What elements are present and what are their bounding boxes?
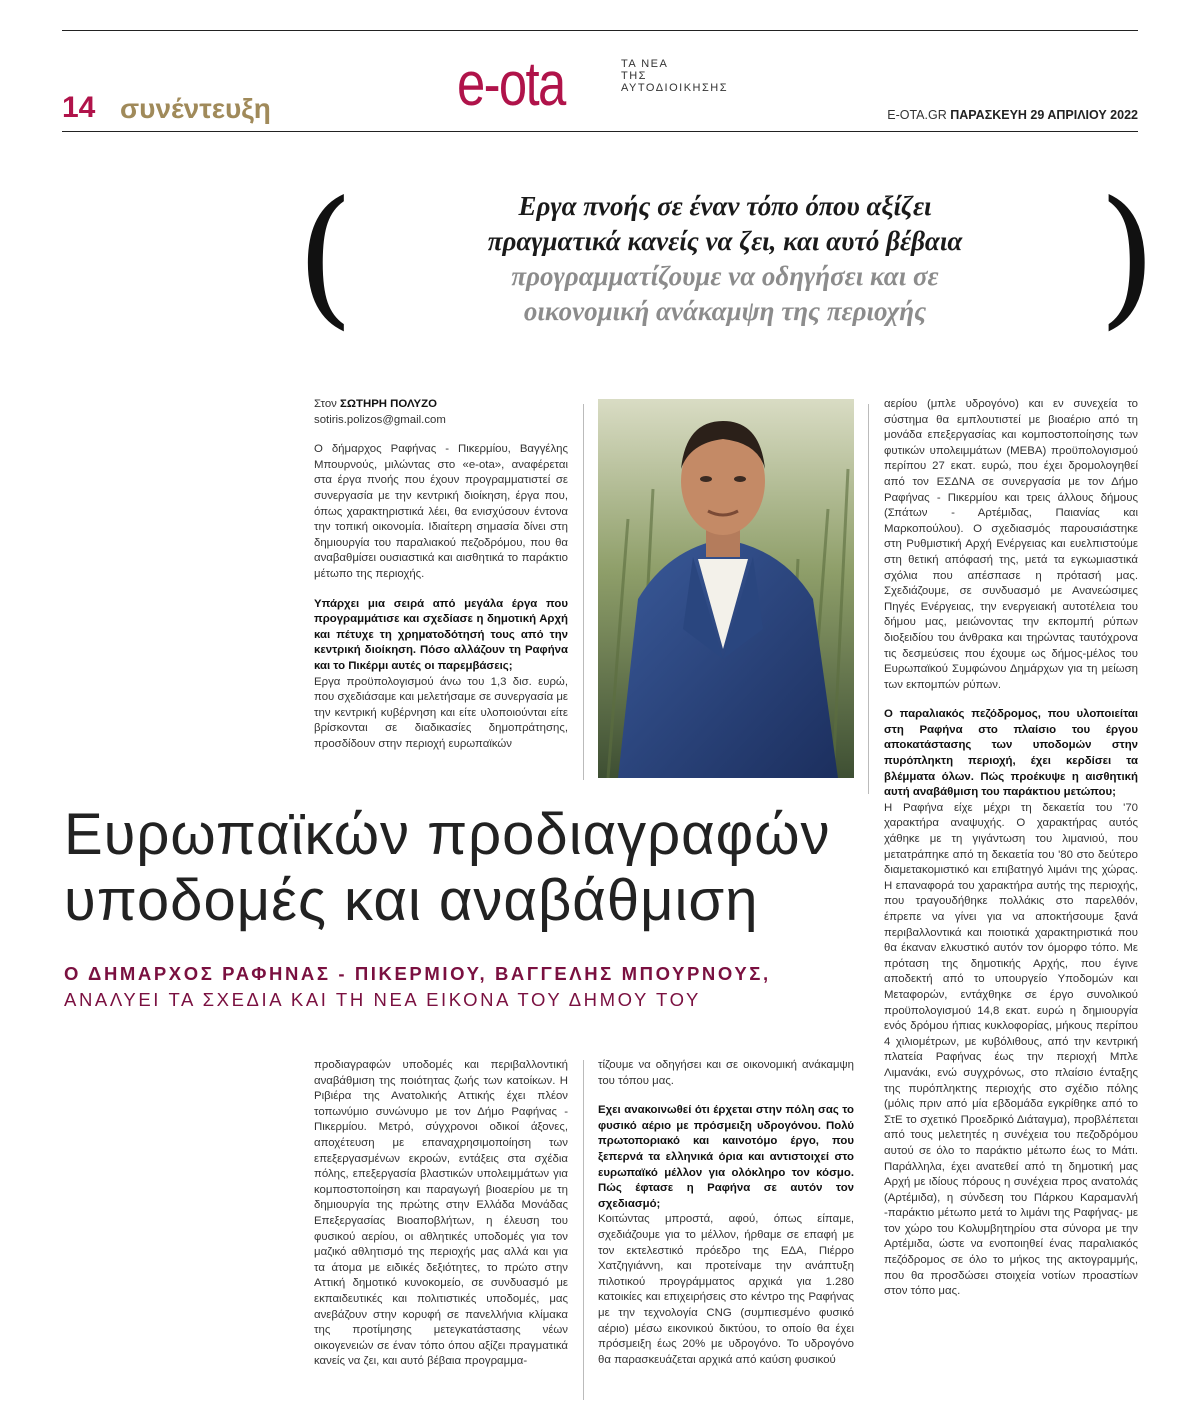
column-1-top	[314, 397, 568, 766]
column-divider-2	[583, 1060, 584, 1400]
mayor-portrait-photo	[598, 399, 854, 778]
column-2-bottom	[598, 1058, 854, 1382]
column-divider-1	[583, 404, 584, 780]
publication-logo	[457, 52, 757, 122]
article-subheadline	[64, 961, 864, 1013]
article-body-col1: προδιαγραφών υποδομές και περιβαλλοντική αναβάθμιση της ποιότητας ζωής των κατοίκων. Η Ριβιέρα της Ανατολικής Αττικής έχει πλέον τοπωνύμιο συνώνυμο με τον Δήμο Ραφήνας - Πικερμίου. Μετρό, σύγχρονοι οδικοί άξονες, αποχέτευση με επαναχρησιμοποίηση των επεξεργασμένων εκροών, εντάξεις στα σχέδια πόλης, επεξεργασία βλαστικών υπολειμμάτων για κομποστοποίηση και παραγωγή βιοαερίου με τη δημιουργία της πρώτης στην Ελλάδα Μονάδας Επεξεργασίας Βιοαποβλήτων, η έλευση του φυσικού αερίου, οι αθλητικές υποδομές για τον μαζικό αθλητισμό της περιοχής μας αλλά και για τα άτομα με ειδικές δεξιότητες, το πρώτο στην Αττική δημοτικό κυνοκομείο, σε συνδυασμό με εκπαιδευτικές και πολιτιστικές υποδομές, μας ανεβάζουν στην κορυφή σε πανελλήνια κλίμακα της προτίμησης μετεγκατάστασης νέων οικογενειών σε έναν τόπο όπου αξίζει πραγματικά κανείς να ζει, και αυτό βέβαια προγραμμα-	[314, 1059, 568, 1368]
column-divider-3	[868, 404, 869, 794]
subheadline-line-1: Ο ΔΗΜΑΡΧΟΣ ΡΑΦΗΝΑΣ - ΠΙΚΕΡΜΙΟΥ, ΒΑΓΓΕΛΗΣ ΜΠΟΥΡΝΟΥΣ,	[64, 963, 771, 984]
interview-answer-3: Η Ραφήνα είχε μέχρι τη δεκαετία του '70 χαρακτήρα αναψυχής. Ο χαρακτήρας αυτός χάθηκε με τη γιγάντωση του λιμανιού, που μετατράπηκε από τη δεκαετία του '80 στο δεύτερο διαμετακομιστικό και επιβατηγό λιμάνι της χώρας. Η επαναφορά του χαρακτήρα αυτής της περιοχής, που τραγουδήθηκε πολλάκις στο παρελθόν, έπρεπε να γίνει για να αποκτήσουμε ξανά περιβαλλοντικά και ποιοτικά χαρακτηριστικά που θα έκαναν ελκυστικό αυτόν τον όμορφο τόπο. Με πρόταση της δημοτικής Αρχής, που έγινε αποδεκτή από το υπουργείο Υποδομών και Μεταφορών, εντάχθηκε σε έργο συνολικού προϋπολογισμού 14,8 εκατ. ευρώ η δημιουργία ενός δρόμου ήπιας κυκλοφορίας, μήκους περίπου 4 χιλιομέτρων, με κυβόλιθους, από την κεντρική πλατεία Ραφήνας έως την περιοχή Μπλε Λιμανάκι, ενώ συγχρόνως, στο πλαίσιο ένταξης της πυρόπληκτης περιοχής στο σχέδιο πόλης (μόλις πριν από μία εβδομάδα εγκρίθηκε από το ΣτΕ το σχετικό Προεδρικό Διάταγμα), προβλέπεται από τους μελετητές η συνέχεια του πεζοδρόμου αυτού σε όλο το παράκτιο μέτωπο έως το Μάτι. Παράλληλα, έχει ανατεθεί από τη δημοτική μας Αρχή με ιδίους πόρους η συνέχεια προς ανατολάς (Αρτέμιδα), η σύνδεση του Πάρκου Καραμανλή -παράκτιο μέτωπο μετά το λιμάνι της Ραφήνας- με τον χώρο του Κολυμβητηρίου στα σύνορα με την Αρτέμιδα, ώστε να ενοποιηθεί ένας παραλιακός πεζόδρομος σε όλο το μήκος της ακτογραμμής, που θα προσδώσει στοιχεία νοτίων προαστίων στον τόπο μας.	[884, 801, 1138, 1298]
right-bracket: )	[1098, 170, 1157, 344]
headline-line-2: υποδομές και αναβάθμιση	[64, 868, 759, 933]
interview-question-2: Εχει ανακοινωθεί ότι έρχεται στην πόλη σας το φυσικό αέριο με πρόσμειξη υδρογόνου. Πολύ πρωτοποριακό και καινοτόμο έργο, που ξεπερνά τα ελληνικά όρια και αντιστοιχεί στο ευρωπαϊκό μέλλον για ολόκληρο τον κόσμο. Πώς έφτασε η Ραφήνα σε αυτόν τον σχεδιασμό;	[598, 1104, 854, 1210]
header-rule	[62, 131, 1138, 132]
byline	[314, 397, 568, 413]
pull-quote	[360, 189, 1090, 329]
interview-answer-2: Κοιτώντας μπροστά, αφού, όπως είπαμε, σχεδιάζουμε για το μέλλον, ήρθαμε σε επαφή με τον εκτελεστικό πρόεδρο της ΕΔΑ, Πιέρρο Χατζηγιάννη, και προτείναμε την ανάπτυξη πιλοτικού προγράμματος αρχικά για 1.280 κατοικίες και επιχειρήσεις στο κέντρο της Ραφήνας με την τεχνολογία CNG (συμπιεσμένο φυσικό αέριο) μέσω εικονικού δικτύου, το οποίο θα έχει πρόσμειξη έως 20% με υδρογόνο. Το υδρογόνο θα παρασκευάζεται αρχικά από καύση φυσικού	[598, 1213, 854, 1366]
column-1-bottom	[314, 1058, 568, 1384]
byline-author: ΣΩΤΗΡΗ ΠΟΛΥΖΟ	[340, 398, 437, 410]
tagline-line-3: ΑΥΤΟΔΙΟΙΚΗΣΗΣ	[621, 82, 729, 94]
interview-question-1: Υπάρχει μια σειρά από μεγάλα έργα που προγραμμάτισε και σχεδίασε η δημοτική Αρχή και πέτυχε τη χρηματοδότησή τους από την κεντρική διοίκηση. Πόσο αλλάζουν τη Ραφήνα και το Πικέρμι αυτές οι παρεμβάσεις;	[314, 597, 568, 672]
article-body-col2: τίζουμε να οδηγήσει και σε οικονομική ανάκαμψη του τόπου μας.	[598, 1059, 854, 1087]
logo-tagline	[621, 58, 728, 94]
article-headline	[64, 802, 864, 934]
logo-text: e-ota	[457, 50, 565, 119]
pull-quote-line-3: προγραμματίζουμε να οδηγήσει και σε	[511, 261, 939, 291]
article-body-col3: αερίου (μπλε υδρογόνο) και εν συνεχεία το σύστημα θα εμπλουτιστεί με βιοαέριο από τη μονάδα επεξεργασίας και κομποστοποίησης των φυτικών υπολειμμάτων (ΜΕΒΑ) προϋπολογισμού περίπου 27 εκατ. ευρώ, που έχει δρομολογηθεί από τον ΕΣΔΝΑ σε συνεργασία με τον Δήμο Ραφήνας - Πικερμίου και τρεις άλλους δήμους (Σπάτων - Αρτέμιδας, Παιανίας και Μαρκοπούλου). Ο σχεδιασμός παρουσιάστηκε στη Ρυθμιστική Αρχή Ενέργειας και ευελπιστούμε στη θετική απόφασή της, μετά τα εγκωμιαστικά σχόλια που απέσπασε η πρότασή μας. Σχεδιάζουμε, σε συνδυασμό με Ανανεώσιμες Πηγές Ενέργειας, την ενεργειακή αυτοτέλεια του δήμου μας, μειώνοντας την εκπομπή ρύπων διοξειδίου του άνθρακα και τηρώντας ταυτόχρονα τις δεσμεύσεις που έχουμε ως δήμος-μέλος του Ευρωπαϊκού Συμφώνου Δημάρχων για τη μείωση των εκπομπών ρύπων.	[884, 398, 1138, 691]
pull-quote-line-2: πραγματικά κανείς να ζει, και αυτό βέβαια	[487, 226, 963, 256]
section-title: συνέντευξη	[120, 93, 271, 124]
tagline-line-2: ΤΗΣ	[621, 70, 647, 82]
issue-date: ΠΑΡΑΣΚΕΥΗ 29 ΑΠΡΙΛΙΟΥ 2022	[950, 108, 1138, 122]
site-link[interactable]: E-OTA.GR	[887, 108, 947, 122]
page-number: 14	[62, 91, 96, 124]
pull-quote-line-1: Εργα πνοής σε έναν τόπο όπου αξίζει	[518, 191, 932, 221]
subheadline-line-2: ΑΝΑΛΥΕΙ ΤΑ ΣΧΕΔΙΑ ΚΑΙ ΤΗ ΝΕΑ ΕΙΚΟΝΑ ΤΟΥ ΔΗΜΟΥ ΤΟΥ	[64, 989, 701, 1010]
portrait-illustration	[598, 399, 854, 778]
interview-question-3: Ο παραλιακός πεζόδρομος, που υλοποιείται στη Ραφήνα στο πλαίσιο του έργου αποκατάστασης των υποδομών στην πυρόπληκτη περιοχή, έχει κερδίσει τα βλέμματα όλων. Πώς προέκυψε η αισθητική αυτή αναβάθμιση του παράκτιου μετώπου;	[884, 708, 1138, 799]
headline-line-1: Ευρωπαϊκών προδιαγραφών	[64, 802, 831, 867]
left-bracket: (	[296, 170, 355, 344]
header-dateline	[887, 108, 1138, 122]
article-intro: Ο δήμαρχος Ραφήνας - Πικερμίου, Βαγγέλης Μπουρνούς, μιλώντας στο «e-ota», αναφέρεται στα έργα πνοής που έχουν προγραμματιστεί σε συνεργασία με την κεντρική διοίκηση, έργα που, όπως χαρακτηριστικά λέει, θα ενισχύσουν έντονα την τοπική οικονομία. Ιδιαίτερη σημασία δίνει στη δημιουργία του παραλιακού πεζοδρόμου, που θα αναβαθμίσει ουσιαστικά και αισθητικά το παράκτιο μέτωπο της περιοχής.	[314, 443, 568, 580]
column-3	[884, 397, 1138, 1314]
tagline-line-1: ΤΑ ΝΕΑ	[621, 58, 669, 70]
top-rule	[62, 30, 1138, 31]
byline-prefix: Στον	[314, 398, 337, 410]
author-email[interactable]: sotiris.polizos@gmail.com	[314, 413, 446, 426]
pull-quote-line-4: οικονομική ανάκαμψη της περιοχής	[523, 296, 927, 326]
interview-answer-1: Εργα προϋπολογισμού άνω του 1,3 δισ. ευρώ, που σχεδιάσαμε και μελετήσαμε σε συνεργασία με την κεντρική κυβέρνηση και είτε υλοποιούνται είτε βρίσκονται σε διαδικασίες δημοπράτησης, προσδίδουν στην περιοχή ευρωπαϊκών	[314, 675, 568, 750]
